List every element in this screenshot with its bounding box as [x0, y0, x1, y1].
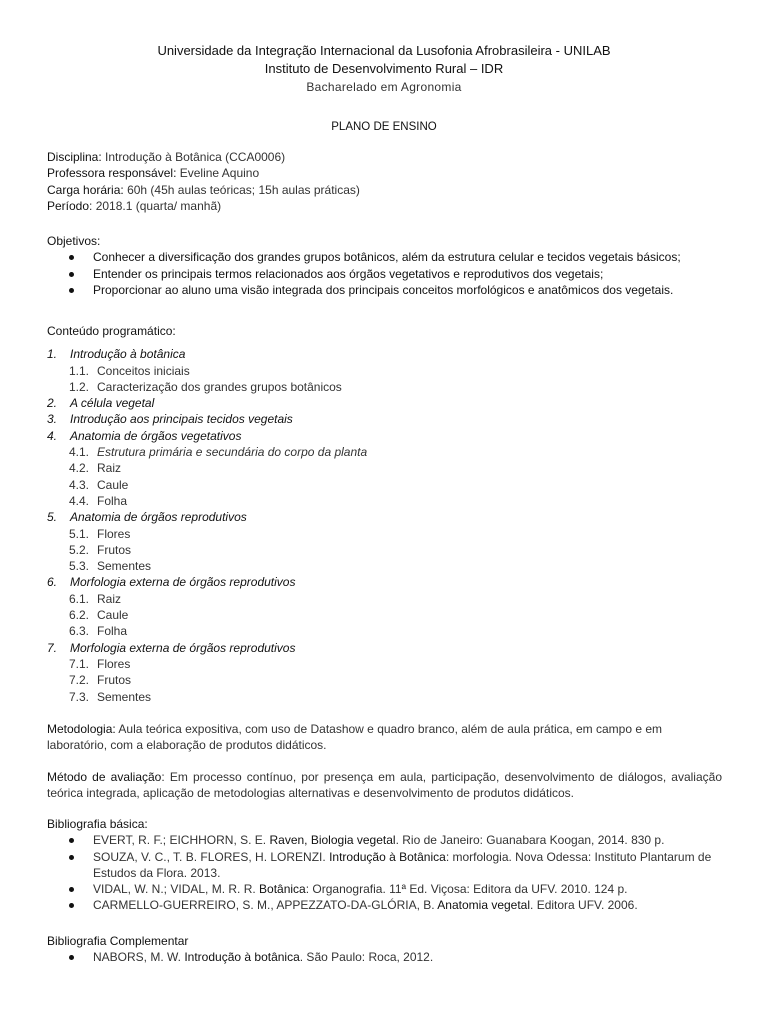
subitem-title: Caule [97, 608, 129, 623]
objetivos-section [47, 233, 722, 298]
author: NABORS, M. W. [93, 950, 185, 965]
subitem-number: 5.2. [69, 542, 90, 557]
item-title: Anatomia de órgãos vegetativos [70, 428, 242, 443]
conteudo-subitem [47, 379, 722, 395]
bib-basica-label: Bibliografia básica [47, 817, 145, 831]
conteudo-subitem [47, 542, 722, 558]
subitem-title: Conceitos iniciais [97, 363, 190, 378]
metodologia-section [47, 721, 722, 754]
item-number: 3. [47, 412, 58, 427]
list-item: Proporcionar ao aluno uma visão integrada dos principais conceitos morfológicos e anatômicos dos vegetais. [47, 282, 722, 298]
conteudo-subitem [47, 526, 722, 542]
bullet-icon [69, 887, 74, 892]
bullet-icon [69, 255, 74, 260]
conteudo-subitem [47, 656, 722, 672]
item-title: Introdução aos principais tecidos vegetais [70, 412, 293, 427]
conteudo-list [47, 346, 722, 705]
subitem-title: Flores [97, 526, 131, 541]
course-name: Bacharelado em Agronomia [306, 80, 462, 94]
university-name: Universidade da Integração Internacional da Lusofonia Afrobrasileira - UNILAB [157, 43, 611, 58]
conteudo-subitem [47, 689, 722, 705]
subitem-number: 6.2. [69, 608, 90, 623]
subitem-number: 6.3. [69, 624, 90, 639]
work-title: Introdução à botânica [184, 950, 300, 965]
bullet-icon [69, 288, 74, 293]
subitem-number: 5.1. [69, 526, 90, 541]
subitem-title: Estrutura primária e secundária do corpo da planta [97, 445, 368, 460]
subitem-title: Caule [97, 477, 129, 492]
subitem-title: Flores [97, 656, 131, 671]
conteudo-item [47, 509, 722, 525]
bullet-icon [69, 903, 74, 908]
subitem-number: 4.1. [69, 445, 90, 460]
item-title: Morfologia externa de órgãos reprodutivos [70, 575, 296, 590]
item-number: 2. [47, 396, 58, 411]
subitem-title: Raiz [97, 591, 122, 606]
bullet-icon [69, 855, 74, 860]
bib-basica-list [47, 832, 722, 913]
item-number: 6. [47, 575, 58, 590]
bib-complementar-list [47, 949, 722, 965]
bib-complementar-label: Bibliografia Complementar [47, 934, 189, 948]
professora-value: Eveline Aquino [179, 166, 260, 181]
course-info [47, 149, 722, 214]
author: EVERT, R. F.; EICHHORN, S. E. [93, 833, 270, 848]
periodo-label: Período [47, 198, 90, 213]
conteudo-item [47, 395, 722, 411]
item-title: Morfologia externa de órgãos reprodutivos [70, 640, 296, 655]
subitem-number: 1.1. [69, 363, 90, 378]
item-title: Introdução à botânica [70, 347, 186, 362]
work-title: Anatomia vegetal [437, 898, 531, 913]
bullet-icon [69, 955, 74, 960]
subitem-number: 4.3. [69, 477, 90, 492]
institute-name: Instituto de Desenvolvimento Rural – IDR [264, 61, 504, 76]
subitem-number: 5.3. [69, 559, 90, 574]
conteudo-item [47, 428, 722, 444]
bibliografia-complementar-section [47, 933, 722, 966]
list-item: Entender os principais termos relacionados aos órgãos vegetativos e reprodutivos dos vegetais; [47, 266, 722, 282]
bibliografia-basica-section: Bibliografia básica: EVERT, R. F.; EICHHORN, S. E. Raven, Biologia vegetal. Rio de Janeiro: Guanabara Koogan, 2014. 830 p. SOUZA, V. C., T. B. FLORES, H. LORENZI. Introdução à Botânica: morfologia. Nova Odessa: Instituto Plantarum de Estudos da Flora. 2013. VIDAL, W. N.; VIDAL, M. R. R. Botânica: Organografia. 11ª Ed. Viçosa: Editora da UFV. 2010. 124 p. CARMELLO-GUERREIRO, S. M., APPEZZATO-DA-GLÓRIA, B. Anatomia vegetal. Editora UFV. 2006. [47, 816, 722, 914]
conteudo-item [47, 346, 722, 362]
disciplina-label: Disciplina: [47, 150, 102, 164]
item-number: 7. [47, 640, 58, 655]
subitem-number: 1.2. [69, 379, 90, 394]
bibliography-entry [47, 849, 722, 882]
work-title: Introdução à Botânica [329, 849, 446, 864]
conteudo-subitem [47, 623, 722, 639]
conteudo-subitem [47, 493, 722, 509]
conteudo-subitem [47, 444, 722, 460]
subitem-title: Sementes [97, 689, 152, 704]
item-title: A célula vegetal [70, 396, 155, 411]
subitem-number: 7.1. [69, 656, 90, 671]
conteudo-subitem [47, 607, 722, 623]
conteudo-item [47, 411, 722, 427]
bibliography-entry [47, 881, 722, 897]
subitem-title: Raiz [97, 461, 122, 476]
objetivos-colon: : [97, 234, 101, 248]
publication-info: . São Paulo: Roca, 2012. [299, 950, 434, 965]
disciplina-value: Introdução à Botânica (CCA0006) [105, 150, 286, 164]
carga-value: 60h (45h aulas teóricas; 15h aulas práticas) [127, 182, 360, 197]
conteudo-item [47, 640, 722, 656]
conteudo-subitem [47, 363, 722, 379]
subitem-number: 7.3. [69, 689, 90, 704]
subitem-title: Folha [97, 493, 128, 508]
publication-info: : morfologia. Nova Odessa: Instituto Plantarum de Estudos da Flora. 2013. [93, 849, 712, 880]
metodologia-label: Metodologia: [47, 722, 116, 736]
avaliacao-label: Método de avaliação [47, 770, 162, 784]
conteudo-subitem [47, 460, 722, 476]
conteudo-subitem [47, 477, 722, 493]
subitem-number: 4.2. [69, 461, 90, 476]
conteudo-subitem [47, 672, 722, 688]
objetivos-label: Objetivos [47, 234, 98, 248]
bibliography-entry [47, 949, 722, 965]
bibliography-entry [47, 897, 722, 913]
list-item: Conhecer a diversificação dos grandes grupos botânicos, além da estrutura celular e tecidos vegetais básicos; [47, 249, 722, 265]
work-title: Raven, Biologia vegetal [269, 833, 396, 848]
bullet-icon [69, 272, 74, 277]
author: CARMELLO-GUERREIRO, S. M., APPEZZATO-DA-GLÓRIA, B. [93, 898, 438, 913]
item-number: 1. [47, 347, 58, 362]
conteudo-item [47, 574, 722, 590]
bullet-icon [69, 838, 74, 843]
professora-label: Professora responsável: [47, 166, 177, 181]
conteudo-subitem [47, 558, 722, 574]
publication-info: . Rio de Janeiro: Guanabara Koogan, 2014. 830 p. [395, 833, 665, 848]
work-title: Botânica [259, 882, 306, 897]
subitem-title: Sementes [97, 559, 152, 574]
metodologia-text: Aula teórica expositiva, com uso de Datashow e quadro branco, além de aula prática, em campo e em laboratório, com a elaboração de produtos didáticos. [47, 722, 663, 753]
objetivos-list [47, 249, 722, 298]
item-title: Anatomia de órgãos reprodutivos [70, 510, 247, 525]
document-title: PLANO DE ENSINO [331, 121, 437, 133]
subitem-title: Caracterização dos grandes grupos botânicos [97, 379, 342, 394]
periodo-value: : 2018.1 (quarta/ manhã) [89, 198, 222, 213]
subitem-title: Frutos [97, 542, 132, 557]
carga-label: Carga horária: [47, 182, 124, 197]
subitem-number: 7.2. [69, 673, 90, 688]
author: VIDAL, W. N.; VIDAL, M. R. R. [93, 882, 260, 897]
publication-info: . Editora UFV. 2006. [530, 898, 638, 913]
conteudo-subitem [47, 591, 722, 607]
subitem-title: Frutos [97, 673, 132, 688]
subitem-title: Folha [97, 624, 128, 639]
avaliacao-section [47, 769, 722, 802]
author: SOUZA, V. C., T. B. FLORES, H. LORENZI. [93, 849, 330, 864]
bibliography-entry [47, 832, 722, 848]
subitem-number: 4.4. [69, 493, 90, 508]
conteudo-label: Conteúdo programático [47, 324, 173, 338]
item-number: 5. [47, 510, 58, 525]
item-number: 4. [47, 428, 58, 443]
avaliacao-text: : Em processo contínuo, por presença em aula, participação, desenvolvimento de diálogos, avaliação teórica integrada, aplicação de metodologias alternativas e desenvolvimento de produtos didáticos. [47, 770, 722, 801]
conteudo-section: Conteúdo programático: 1. Introdução à botânica 1.1. Conceitos iniciais 1.2. Caracterização dos grandes grupos botânicos 2. A célula vegetal 3. Introdução aos principais tecidos vegetais 4. Anatomia de órgãos vegetativos 4.1. Estrutura primária e secundária do corpo da planta 4.2. Raiz 4.3. Caule 4.4. Folha 5. Anatomia de órgãos reprodutivos 5.1. Flores 5.2. Frutos 5.3. Sementes 6. Morfologia externa de órgãos reprodutivos 6.1. Raiz 6.2. Caule 6.3. Folha 7. Morfologia externa de órgãos reprodutivos 7.1. Flores 7.2. Frutos 7.3. Sementes [47, 323, 722, 705]
subitem-number: 6.1. [69, 591, 90, 606]
publication-info: : Organografia. 11ª Ed. Viçosa: Editora da UFV. 2010. 124 p. [305, 882, 628, 897]
